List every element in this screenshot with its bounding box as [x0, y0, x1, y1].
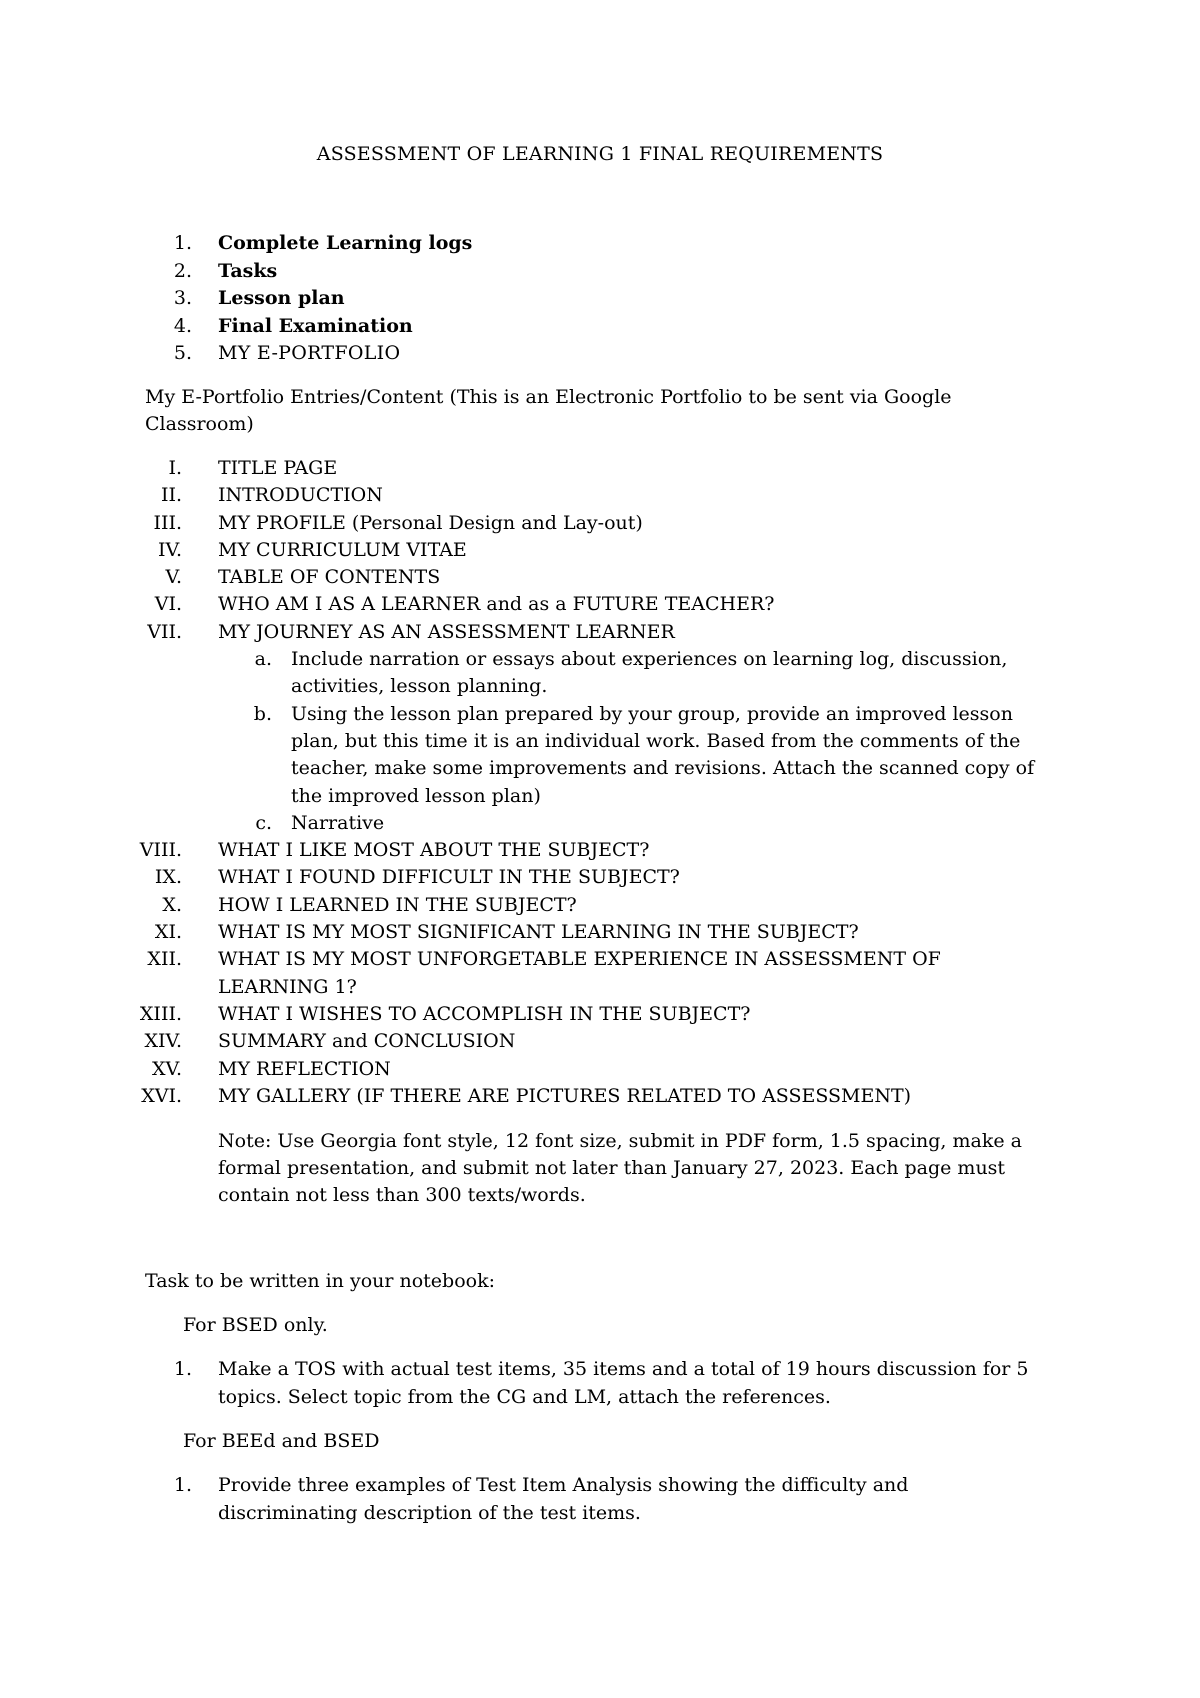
content-entry: MY JOURNEY AS AN ASSESSMENT LEARNER — [218, 620, 675, 643]
content-entry: WHAT I FOUND DIFFICULT IN THE SUBJECT? — [218, 866, 680, 889]
content-entry: WHO AM I AS A LEARNER and as a FUTURE TEACHER? — [218, 593, 775, 616]
content-entry: MY REFLECTION — [218, 1057, 391, 1080]
list-number: 5. — [173, 342, 192, 364]
list-item — [0, 258, 1200, 286]
roman-numeral: V. — [165, 566, 182, 589]
content-entry: MY PROFILE (Personal Design and Lay-out) — [218, 511, 643, 534]
roman-numeral: XI. — [154, 921, 182, 944]
requirements-list — [0, 230, 1200, 368]
sub-list-item — [0, 701, 1200, 810]
journey-sub-list — [0, 646, 1200, 837]
roman-numeral: VII. — [147, 620, 182, 643]
roman-numeral: XVI. — [141, 1084, 182, 1107]
list-item — [0, 1028, 1200, 1055]
task-item — [0, 1472, 1200, 1527]
letter-marker: a. — [254, 648, 272, 671]
letter-marker: c. — [255, 811, 272, 834]
list-item — [0, 619, 1200, 837]
requirement-label: Tasks — [218, 259, 278, 282]
roman-numeral: IV. — [158, 538, 182, 561]
task-text: Provide three examples of Test Item Analysis showing the difficulty and discriminating description of the test items. — [218, 1474, 909, 1524]
list-item — [0, 455, 1200, 482]
list-number: 1. — [173, 232, 192, 254]
content-entry: HOW I LEARNED IN THE SUBJECT? — [218, 893, 577, 916]
sub-list-item — [0, 810, 1200, 837]
list-item — [0, 864, 1200, 891]
list-item — [0, 482, 1200, 509]
list-item — [0, 946, 1200, 1001]
content-entry: SUMMARY and CONCLUSION — [218, 1030, 516, 1053]
group-label-bsed: For BSED only. — [183, 1314, 328, 1336]
list-item — [0, 537, 1200, 564]
sub-entry: Using the lesson plan prepared by your group, provide an improved lesson plan, but this time it is an individual work. Based from the comments of the teacher, make some improvements and revisions. Attach the scanned copy of the improved lesson plan) — [291, 702, 1035, 807]
content-entry: INTRODUCTION — [218, 484, 383, 507]
requirement-label: MY E-PORTFOLIO — [218, 342, 401, 364]
roman-numeral: XV. — [152, 1057, 182, 1080]
eportfolio-contents-list — [0, 455, 1200, 1110]
eportfolio-intro: My E-Portfolio Entries/Content (This is an Electronic Portfolio to be sent via Google Classroom) — [145, 386, 952, 435]
roman-numeral: I. — [168, 457, 182, 479]
list-item — [0, 1083, 1200, 1110]
list-item — [0, 510, 1200, 537]
list-number: 4. — [173, 314, 192, 337]
content-entry: WHAT IS MY MOST UNFORGETABLE EXPERIENCE IN ASSESSMENT OF LEARNING 1? — [218, 948, 941, 998]
list-item — [0, 230, 1200, 258]
list-number: 1. — [173, 1474, 192, 1496]
roman-numeral: IX. — [154, 866, 182, 889]
content-entry: WHAT I LIKE MOST ABOUT THE SUBJECT? — [218, 839, 650, 862]
list-item — [0, 285, 1200, 313]
page-title: ASSESSMENT OF LEARNING 1 FINAL REQUIREMENTS — [316, 143, 884, 165]
sub-entry: Include narration or essays about experiences on learning log, discussion, activities, lesson planning. — [291, 648, 1008, 698]
task-item — [0, 1356, 1200, 1411]
content-entry: TITLE PAGE — [218, 457, 338, 479]
requirement-label: Complete Learning logs — [218, 232, 473, 254]
list-number: 3. — [173, 287, 192, 309]
content-entry: MY GALLERY (IF THERE ARE PICTURES RELATED TO ASSESSMENT) — [218, 1084, 912, 1107]
sub-entry: Narrative — [291, 811, 385, 834]
list-number: 1. — [173, 1358, 192, 1380]
task-text: Make a TOS with actual test items, 35 items and a total of 19 hours discussion for 5 topics. Select topic from the CG and LM, attach the references. — [218, 1358, 1029, 1408]
roman-numeral: VIII. — [139, 839, 182, 862]
list-item — [0, 1056, 1200, 1083]
sub-list-item — [0, 646, 1200, 701]
requirement-label: Final Examination — [218, 314, 413, 337]
list-item — [0, 564, 1200, 591]
requirement-label: Lesson plan — [218, 287, 345, 309]
list-item — [0, 919, 1200, 946]
roman-numeral: XII. — [147, 948, 182, 971]
content-entry: MY CURRICULUM VITAE — [218, 538, 467, 561]
content-entry: TABLE OF CONTENTS — [218, 566, 441, 589]
list-item — [0, 591, 1200, 618]
roman-numeral: II. — [160, 484, 182, 507]
group-label-beed-bsed: For BEEd and BSED — [183, 1430, 380, 1452]
list-item — [0, 340, 1200, 368]
roman-numeral: III. — [153, 511, 182, 534]
letter-marker: b. — [253, 702, 272, 725]
roman-numeral: VI. — [154, 593, 182, 616]
list-number: 2. — [173, 259, 192, 282]
list-item — [0, 1001, 1200, 1028]
roman-numeral: XIV. — [144, 1030, 182, 1053]
roman-numeral: X. — [162, 893, 182, 916]
content-entry: WHAT I WISHES TO ACCOMPLISH IN THE SUBJECT? — [218, 1002, 751, 1025]
list-item — [0, 837, 1200, 864]
list-item — [0, 313, 1200, 341]
submission-note: Note: Use Georgia font style, 12 font size, submit in PDF form, 1.5 spacing, make a formal presentation, and submit not later than January 27, 2023. Each page must contain not less than 300 texts/words. — [218, 1130, 1022, 1206]
content-entry: WHAT IS MY MOST SIGNIFICANT LEARNING IN THE SUBJECT? — [218, 921, 859, 944]
list-item — [0, 892, 1200, 919]
roman-numeral: XIII. — [139, 1002, 182, 1025]
task-heading: Task to be written in your notebook: — [145, 1270, 495, 1292]
